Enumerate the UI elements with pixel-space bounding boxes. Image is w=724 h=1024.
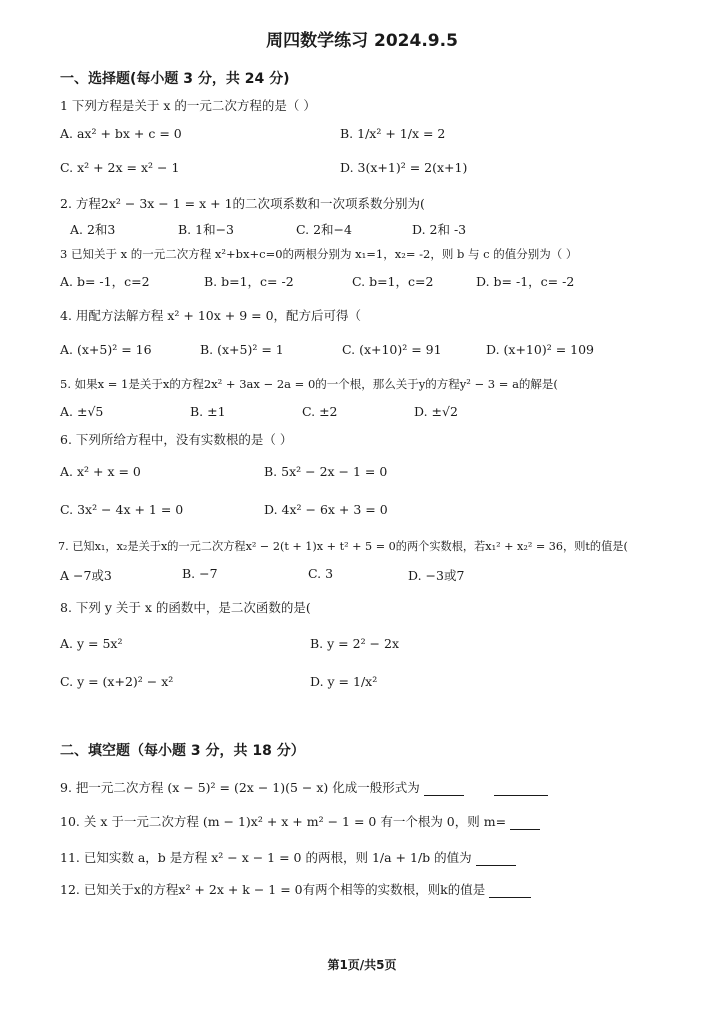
question-6-option-b: B. 5x² − 2x − 1 = 0 bbox=[264, 464, 388, 479]
question-6-option-a: A. x² + x = 0 bbox=[60, 464, 141, 479]
fill-10 bbox=[60, 812, 540, 830]
question-1-option-c: C. x² + 2x = x² − 1 bbox=[60, 160, 180, 175]
fill-12-text: 12. 已知关于x的方程x² + 2x + k − 1 = 0有两个相等的实数根，则k的值是 bbox=[60, 882, 486, 897]
fill-12 bbox=[60, 880, 531, 898]
section-heading-fill: 二、填空题（每小题 3 分，共 18 分） bbox=[60, 743, 305, 759]
question-4-option-a: A. (x+5)² = 16 bbox=[60, 342, 152, 357]
question-3-option-b: B. b=1，c= -2 bbox=[204, 274, 294, 289]
question-6-option-d: D. 4x² − 6x + 3 = 0 bbox=[264, 502, 388, 517]
question-7-option-a: A −7或3 bbox=[60, 568, 112, 583]
page-title: 周四数学练习 2024.9.5 bbox=[266, 31, 458, 51]
question-7-option-c: C. 3 bbox=[308, 566, 334, 581]
question-4-option-b: B. (x+5)² = 1 bbox=[200, 342, 284, 357]
question-5-option-a: A. ±√5 bbox=[60, 404, 104, 419]
question-1-stem: 1 下列方程是关于 x 的一元二次方程的是（ ） bbox=[60, 98, 316, 113]
fill-11-text: 11. 已知实数 a，b 是方程 x² − x − 1 = 0 的两根，则 1/a + 1/b 的值为 bbox=[60, 850, 472, 865]
question-4-stem: 4. 用配方法解方程 x² + 10x + 9 = 0，配方后可得（ bbox=[60, 308, 362, 323]
question-3-option-c: C. b=1，c=2 bbox=[352, 274, 434, 289]
question-2-stem: 2. 方程2x² − 3x − 1 = x + 1的二次项系数和一次项系数分别为( bbox=[60, 196, 425, 211]
question-8-option-c: C. y = (x+2)² − x² bbox=[60, 674, 174, 689]
fill-9 bbox=[60, 778, 548, 796]
question-8-option-a: A. y = 5x² bbox=[60, 636, 123, 651]
question-8-option-d: D. y = 1/x² bbox=[310, 674, 378, 689]
fill-9-text: 9. 把一元二次方程 (x − 5)² = (2x − 1)(5 − x) 化成一般形式为 bbox=[60, 780, 420, 795]
question-3-stem: 3 已知关于 x 的一元二次方程 x²+bx+c=0的两根分别为 x₁=1，x₂= -2，则 b 与 c 的值分别为（ ） bbox=[60, 247, 578, 261]
fill-11 bbox=[60, 848, 516, 866]
question-2-option-d: D. 2和 -3 bbox=[412, 222, 467, 237]
question-2-option-a: A. 2和3 bbox=[70, 222, 116, 237]
question-4-option-d: D. (x+10)² = 109 bbox=[486, 342, 594, 357]
question-3-option-d: D. b= -1，c= -2 bbox=[476, 274, 575, 289]
fill-9-blank-1 bbox=[424, 783, 464, 796]
fill-10-text: 10. 关 x 于一元二次方程 (m − 1)x² + x + m² − 1 = 0 有一个根为 0，则 m= bbox=[60, 814, 507, 829]
fill-10-blank bbox=[510, 817, 540, 830]
question-7-stem: 7. 已知x₁，x₂是关于x的一元二次方程x² − 2(t + 1)x + t² + 5 = 0的两个实数根，若x₁² + x₂² = 36，则t的值是( bbox=[58, 540, 628, 553]
question-5-option-c: C. ±2 bbox=[302, 404, 338, 419]
question-5-option-d: D. ±√2 bbox=[414, 404, 458, 419]
question-6-stem: 6. 下列所给方程中，没有实数根的是（ ） bbox=[60, 432, 293, 447]
fill-12-blank bbox=[489, 885, 531, 898]
question-7-option-b: B. −7 bbox=[182, 566, 218, 581]
question-6-option-c: C. 3x² − 4x + 1 = 0 bbox=[60, 502, 184, 517]
fill-9-blank-2 bbox=[494, 783, 548, 796]
question-4-option-c: C. (x+10)² = 91 bbox=[342, 342, 442, 357]
page-footer: 第1页/共5页 bbox=[327, 958, 397, 972]
question-2-option-b: B. 1和−3 bbox=[178, 222, 235, 237]
question-8-option-b: B. y = 2² − 2x bbox=[310, 636, 400, 651]
section-heading-choice: 一、选择题(每小题 3 分，共 24 分) bbox=[60, 71, 290, 87]
question-5-stem: 5. 如果x = 1是关于x的方程2x² + 3ax − 2a = 0的一个根，那么关于y的方程y² − 3 = a的解是( bbox=[60, 377, 558, 391]
fill-11-blank bbox=[476, 853, 516, 866]
question-1-option-b: B. 1/x² + 1/x = 2 bbox=[340, 126, 446, 141]
question-8-stem: 8. 下列 y 关于 x 的函数中，是二次函数的是( bbox=[60, 600, 311, 615]
question-1-option-d: D. 3(x+1)² = 2(x+1) bbox=[340, 160, 468, 175]
question-7-option-d: D. −3或7 bbox=[408, 568, 465, 583]
question-3-option-a: A. b= -1，c=2 bbox=[60, 274, 150, 289]
question-5-option-b: B. ±1 bbox=[190, 404, 226, 419]
question-1-option-a: A. ax² + bx + c = 0 bbox=[60, 126, 182, 141]
question-2-option-c: C. 2和−4 bbox=[296, 222, 352, 237]
